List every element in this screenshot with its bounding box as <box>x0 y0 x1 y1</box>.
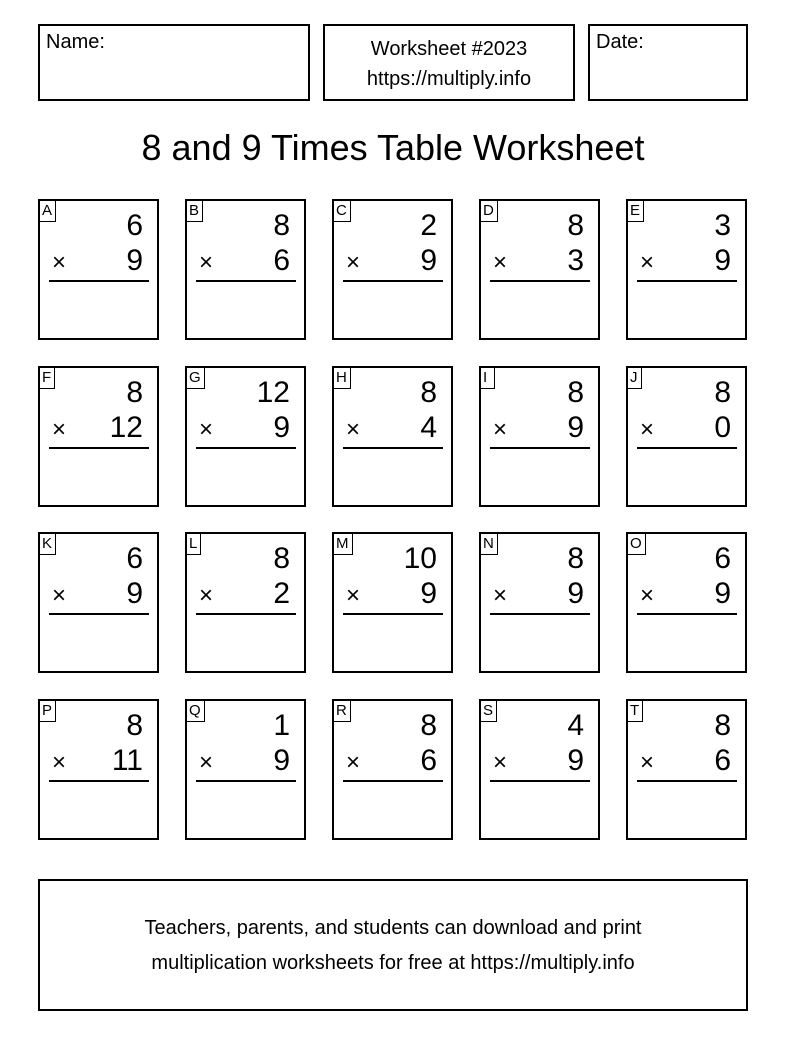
date-field[interactable] <box>588 24 748 101</box>
answer-line <box>490 280 590 282</box>
problem-card-m <box>332 532 453 673</box>
problem-card-l <box>185 532 306 673</box>
answer-line <box>196 280 296 282</box>
problem-card-s <box>479 699 600 840</box>
answer-line <box>49 447 149 449</box>
problem-label: E <box>628 201 644 222</box>
worksheet-info-box <box>323 24 575 101</box>
problem-label: H <box>334 368 351 389</box>
worksheet-id: Worksheet #2023 <box>370 38 528 60</box>
answer-line <box>196 780 296 782</box>
answer-line <box>637 280 737 282</box>
problem-card-h <box>332 366 453 507</box>
multiplicand: 8 <box>714 709 731 742</box>
multiply-sign: × <box>493 749 508 776</box>
multiply-sign: × <box>346 416 361 443</box>
problem-label: G <box>187 368 205 389</box>
answer-line <box>490 780 590 782</box>
multiply-sign: × <box>493 416 508 443</box>
problem-label: R <box>334 701 351 722</box>
multiplier: 4 <box>420 411 437 444</box>
answer-line <box>343 613 443 615</box>
answer-line <box>637 447 737 449</box>
answer-line <box>637 613 737 615</box>
multiplier: 9 <box>714 577 731 610</box>
multiplier: 9 <box>420 577 437 610</box>
problem-card-p <box>38 699 159 840</box>
multiply-sign: × <box>199 249 214 276</box>
footer-note <box>38 879 748 1011</box>
multiplier: 6 <box>273 244 290 277</box>
answer-line <box>637 780 737 782</box>
problem-label: D <box>481 201 498 222</box>
problem-card-o <box>626 532 747 673</box>
problem-label: B <box>187 201 203 222</box>
multiplicand: 2 <box>420 209 437 242</box>
problem-label: O <box>628 534 646 555</box>
problem-card-n <box>479 532 600 673</box>
answer-line <box>49 280 149 282</box>
multiplicand: 8 <box>126 709 143 742</box>
problem-card-d <box>479 199 600 340</box>
multiply-sign: × <box>493 249 508 276</box>
answer-line <box>343 280 443 282</box>
footer-line-2: multiplication worksheets for free at https://multiply.info <box>151 952 635 974</box>
multiplier: 9 <box>273 411 290 444</box>
answer-line <box>343 780 443 782</box>
multiplier: 9 <box>273 744 290 777</box>
multiplicand: 6 <box>714 542 731 575</box>
multiply-sign: × <box>52 249 67 276</box>
problem-card-a <box>38 199 159 340</box>
problem-label: S <box>481 701 497 722</box>
answer-line <box>490 447 590 449</box>
multiplier: 9 <box>567 411 584 444</box>
multiplier: 9 <box>126 577 143 610</box>
multiplicand: 1 <box>273 709 290 742</box>
multiplier: 9 <box>420 244 437 277</box>
answer-line <box>196 613 296 615</box>
multiplicand: 8 <box>420 376 437 409</box>
multiplicand: 8 <box>273 209 290 242</box>
problem-card-r <box>332 699 453 840</box>
answer-line <box>49 780 149 782</box>
problem-card-e <box>626 199 747 340</box>
problem-label: P <box>40 701 56 722</box>
multiply-sign: × <box>199 416 214 443</box>
multiplicand: 8 <box>273 542 290 575</box>
problem-label: F <box>40 368 55 389</box>
name-field[interactable] <box>38 24 310 101</box>
multiplicand: 8 <box>714 376 731 409</box>
multiplicand: 8 <box>567 209 584 242</box>
problem-card-g <box>185 366 306 507</box>
multiply-sign: × <box>52 416 67 443</box>
multiplier: 0 <box>714 411 731 444</box>
answer-line <box>490 613 590 615</box>
multiplier: 9 <box>714 244 731 277</box>
problem-label: Q <box>187 701 205 722</box>
problem-card-i <box>479 366 600 507</box>
multiplicand: 8 <box>126 376 143 409</box>
problem-card-j <box>626 366 747 507</box>
multiplicand: 3 <box>714 209 731 242</box>
multiplier: 3 <box>567 244 584 277</box>
multiplicand: 8 <box>420 709 437 742</box>
multiply-sign: × <box>346 582 361 609</box>
multiply-sign: × <box>640 749 655 776</box>
multiply-sign: × <box>640 582 655 609</box>
multiply-sign: × <box>199 582 214 609</box>
multiplicand: 8 <box>567 376 584 409</box>
multiplier: 9 <box>126 244 143 277</box>
problem-card-f <box>38 366 159 507</box>
multiply-sign: × <box>346 249 361 276</box>
name-label: Name: <box>46 31 105 53</box>
answer-line <box>343 447 443 449</box>
multiplier: 2 <box>273 577 290 610</box>
problem-label: T <box>628 701 643 722</box>
page-title: 8 and 9 Times Table Worksheet <box>141 127 645 168</box>
multiply-sign: × <box>52 582 67 609</box>
multiplicand: 6 <box>126 209 143 242</box>
multiplicand: 12 <box>256 376 290 409</box>
problem-card-k <box>38 532 159 673</box>
problem-label: K <box>40 534 56 555</box>
problem-card-q <box>185 699 306 840</box>
multiply-sign: × <box>199 749 214 776</box>
multiply-sign: × <box>493 582 508 609</box>
worksheet-website: https://multiply.info <box>366 68 532 90</box>
problem-card-t <box>626 699 747 840</box>
multiplicand: 10 <box>403 542 437 575</box>
date-label: Date: <box>596 31 644 53</box>
problem-label: A <box>40 201 56 222</box>
multiply-sign: × <box>640 416 655 443</box>
problem-card-c <box>332 199 453 340</box>
multiplier: 6 <box>420 744 437 777</box>
answer-line <box>49 613 149 615</box>
multiply-sign: × <box>52 749 67 776</box>
problem-label: M <box>334 534 353 555</box>
footer-line-1: Teachers, parents, and students can download and print <box>144 917 642 939</box>
multiply-sign: × <box>346 749 361 776</box>
multiply-sign: × <box>640 249 655 276</box>
multiplier: 11 <box>111 744 143 777</box>
multiplier: 9 <box>567 577 584 610</box>
problem-label: L <box>187 534 201 555</box>
multiplier: 6 <box>714 744 731 777</box>
problem-label: I <box>481 368 495 389</box>
multiplier: 12 <box>109 411 143 444</box>
multiplicand: 8 <box>567 542 584 575</box>
problem-label: N <box>481 534 498 555</box>
problem-label: J <box>628 368 642 389</box>
problem-label: C <box>334 201 351 222</box>
problem-card-b <box>185 199 306 340</box>
multiplicand: 4 <box>567 709 584 742</box>
multiplier: 9 <box>567 744 584 777</box>
multiplicand: 6 <box>126 542 143 575</box>
answer-line <box>196 447 296 449</box>
